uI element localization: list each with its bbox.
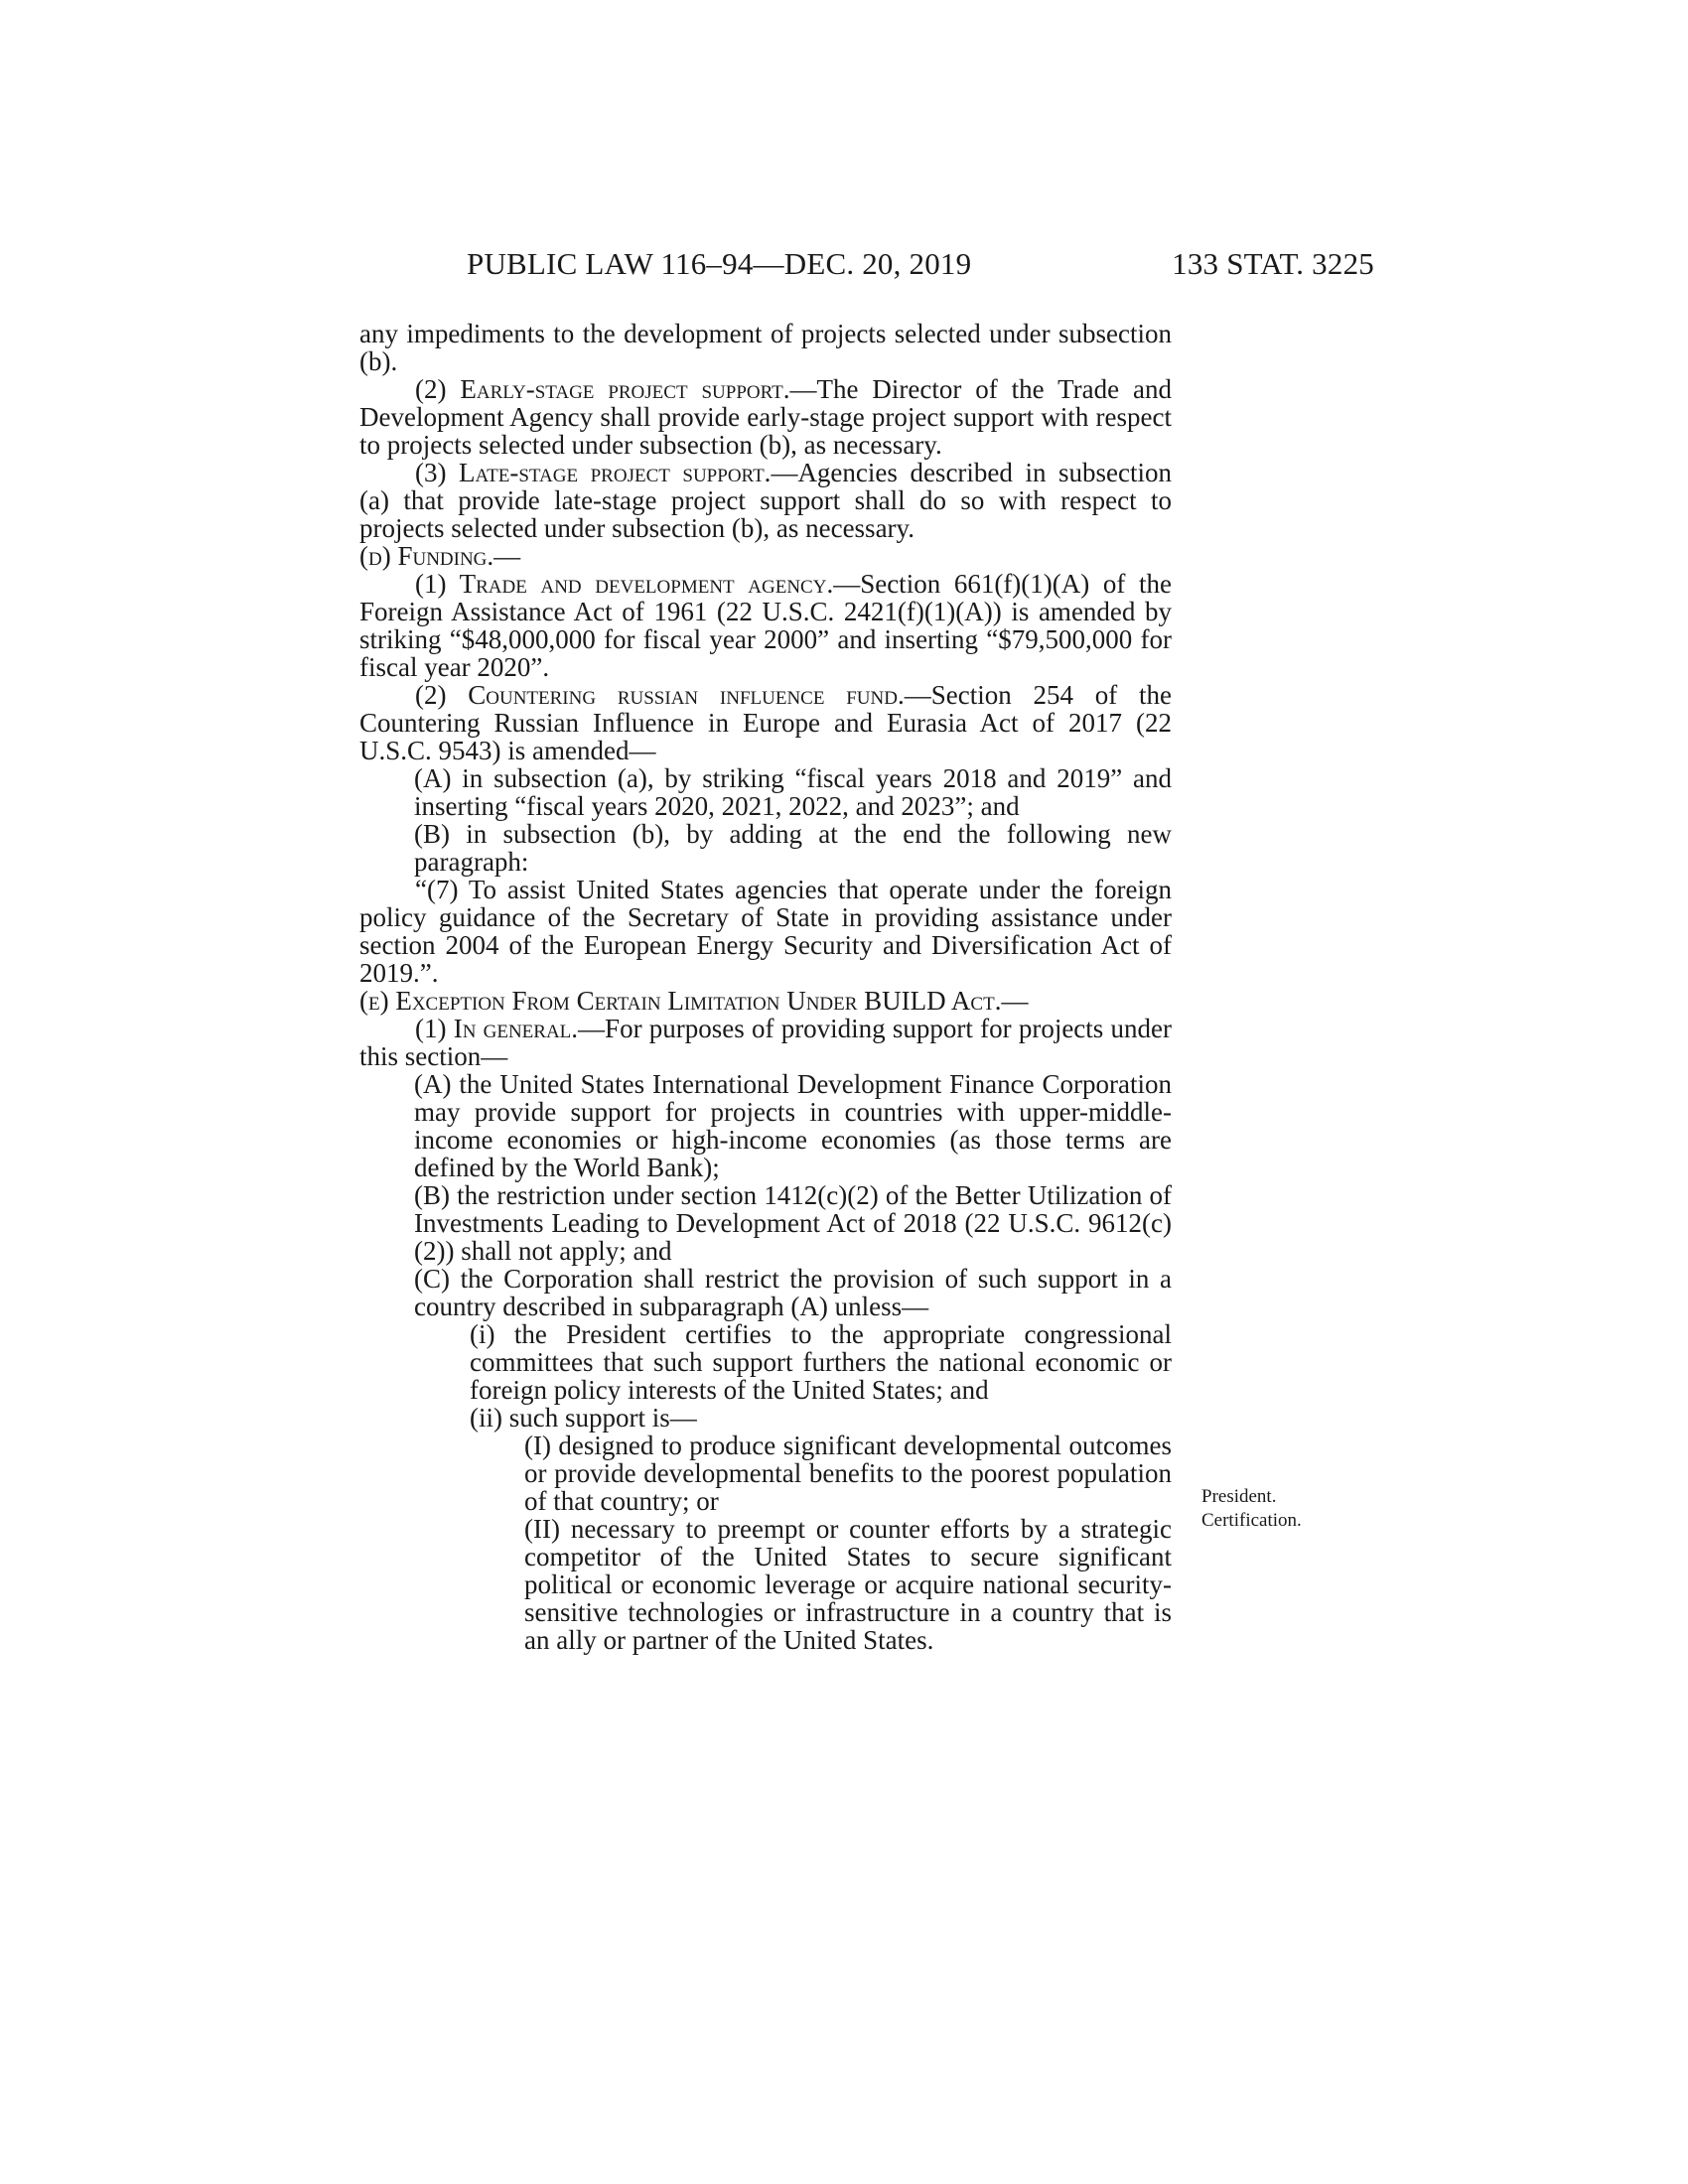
subparagraph-b-funding: (B) in subsection (b), by adding at the end the following new paragraph: — [414, 819, 1172, 877]
clause-i-president-certifies: (i) the President certifies to the appropriate congressional committees that such support furthers the national economic or foreign policy interests of the United States; and — [470, 1319, 1172, 1405]
subclause-ii-strategic-competitor: (II) necessary to preempt or counter efforts by a strategic competitor of the United States to secure significant political or economic leverage or acquire national security-sensitive technologies or infrastructure in a country that is an ally or partner of the United States. — [524, 1514, 1172, 1655]
paragraph-heading: (2) Early-stage project support. — [415, 374, 790, 404]
statute-text — [359, 320, 1172, 1654]
subsection-heading: (e) Exception From Certain Limitation Under BUILD Act. — [359, 986, 1002, 1016]
subclause-i-developmental: (I) designed to produce significant developmental outcomes or provide developmental benefits to the poorest population of that country; or — [524, 1431, 1172, 1516]
paragraph-heading: (1) Trade and development agency. — [415, 569, 834, 599]
subparagraph-a-dfc-support: (A) the United States International Development Finance Corporation may provide support for projects in countries with upper-middle-income economies or high-income economies (as those terms are defined by the World Bank); — [414, 1069, 1172, 1182]
subparagraph-c-corporation: (C) the Corporation shall restrict the provision of such support in a country described in subparagraph (A) unless— — [414, 1264, 1172, 1321]
subsection-exception-build-act: (e) Exception From Certain Limitation Under BUILD Act.— — [359, 986, 1029, 1016]
statute-page-number: 133 STAT. 3225 — [1172, 246, 1374, 281]
subsection-funding: (d) Funding.— — [359, 541, 521, 571]
paragraph-late-stage-support: (3) Late-stage project support.—Agencies described in subsection (a) that provide late-stage project support shall do so with respect to projects selected under subsection (b), as necessary. — [359, 458, 1172, 543]
running-header — [467, 246, 1374, 286]
paragraph-heading: (3) Late-stage project support. — [415, 458, 772, 487]
paragraph-heading: (1) In general. — [415, 1014, 579, 1043]
subparagraph-b-restriction: (B) the restriction under section 1412(c)(2) of the Better Utilization of Investments Leading to Development Act of 2018 (22 U.S.C. 9612(c)(2)) shall not apply; and — [414, 1180, 1172, 1266]
margin-note-certification: Certification. — [1201, 1510, 1302, 1531]
paragraph-trade-development-agency: (1) Trade and development agency.—Section 661(f)(1)(A) of the Foreign Assistance Act of 1961 (22 U.S.C. 2421(f)(1)(A)) is amended by striking “$48,000,000 for fiscal year 2000” and inserting “$79,500,000 for fiscal year 2020”. — [359, 569, 1172, 682]
continued-paragraph: any impediments to the development of projects selected under subsection (b). — [359, 319, 1172, 376]
quoted-new-paragraph: “(7) To assist United States agencies that operate under the foreign policy guidance of the Secretary of State in providing assistance under section 2004 of the European Energy Security and Diversification Act of 2019.”. — [359, 875, 1172, 988]
paragraph-in-general: (1) In general.—For purposes of providing support for projects under this section— — [359, 1014, 1172, 1071]
paragraph-heading: (2) Countering russian influence fund. — [415, 680, 905, 710]
paragraph-countering-russian-influence: (2) Countering russian influence fund.—Section 254 of the Countering Russian Influence in Europe and Eurasia Act of 2017 (22 U.S.C. 9543) is amended— — [359, 680, 1172, 765]
public-law-citation: PUBLIC LAW 116–94—DEC. 20, 2019 — [467, 246, 972, 281]
margin-note — [1201, 1485, 1350, 1533]
paragraph-early-stage-support: (2) Early-stage project support.—The Director of the Trade and Development Agency shall provide early-stage project support with respect to projects selected under subsection (b), as necessary. — [359, 374, 1172, 460]
margin-note-president: President. — [1201, 1486, 1277, 1507]
clause-ii-support-is: (ii) such support is— — [470, 1403, 697, 1433]
subparagraph-a-funding: (A) in subsection (a), by striking “fiscal years 2018 and 2019” and inserting “fiscal years 2020, 2021, 2022, and 2023”; and — [414, 763, 1172, 821]
subsection-heading: (d) Funding. — [359, 541, 494, 571]
